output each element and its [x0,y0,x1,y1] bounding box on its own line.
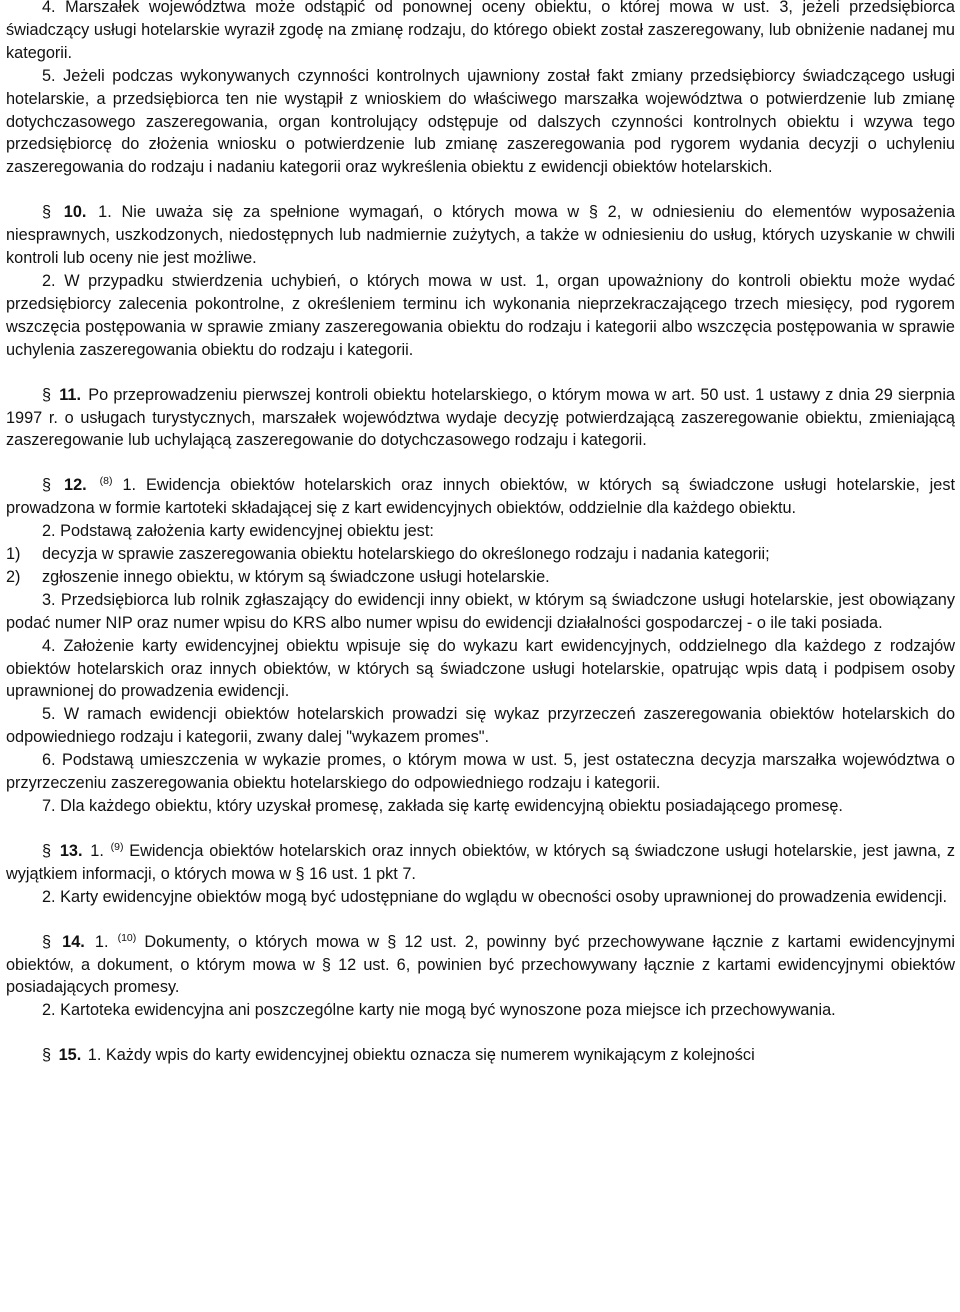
section-13-para-1 [6,840,955,886]
section-15-para-1 [6,1044,955,1067]
section-12-number: 12. [64,476,87,495]
section-12-para-4: 4. Założenie karty ewidencyjnej obiektu wpisuje się do wykazu kart ewidencyjnych, oddzielnego dla każdego z rodzajów obiektów hotelarskich oraz innych obiektów, w których są świadczone usługi hotelarskie, opatrując wpis datą i podpisem osoby uprawnionej do prowadzenia ewidencji. [6,636,955,701]
list-item-text: zgłoszenie innego obiektu, w którym są świadczone usługi hotelarskie. [42,567,550,586]
section-sign: § [42,203,52,222]
section-sign: § [42,385,52,404]
section-10-heading [42,203,86,221]
footnote-ref-10: (10) [117,931,137,944]
section-12-heading [42,476,87,494]
section-14-heading [42,933,85,951]
section-11-text-1: Po przeprowadzeniu pierwszej kontroli obiektu hotelarskiego, o którym mowa w art. 50 ust. 1 ustawy z dnia 29 sierpnia 1997 r. o usługach turystycznych, marszałek województwa wydaje decyzję potwierdzającą zaszeregowanie obiektu, zmieniającą zaszeregowanie lub uchylającą zaszeregowanie do dotychczasowego rodzaju i kategorii. [6,385,955,450]
section-15-text-1: 1. Każdy wpis do karty ewidencyjnej obiektu oznacza się numerem wynikającym z kolejności [87,1046,755,1065]
section-12-para-3: 3. Przedsiębiorca lub rolnik zgłaszający do ewidencji inny obiekt, w którym są świadczone usługi hotelarskie, jest obowiązany podać numer NIP oraz numer wpisu do KRS albo numer wpisu do ewidencji działalności gospodarczej - o ile taki posiada. [6,590,955,632]
list-item [6,543,955,566]
section-13-para-2: 2. Karty ewidencyjne obiektów mogą być udostępniane do wglądu w obecności osoby uprawnionej do prowadzenia ewidencji. [42,887,948,906]
section-12-para-6: 6. Podstawą umieszczenia w wykazie promes, o którym mowa w ust. 5, jest ostateczna decyzja marszałka województwa o przyrzeczeniu zaszeregowania obiektu hotelarskiego do odpowiedniego rodzaju i kategorii. [6,751,955,793]
section-15-number: 15. [58,1046,82,1065]
section-12-text-1: 1. Ewidencja obiektów hotelarskich oraz innych obiektów, w których są świadczone usługi hotelarskie, jest prowadzona w formie kartoteki składającej się z kart ewidencyjnych obiektów, oddzielnie dla każdego obiektu. [6,476,956,518]
section-15-heading [42,1046,81,1064]
paragraph-5: 5. Jeżeli podczas wykonywanych czynności kontrolnych ujawniony został fakt zmiany przedsiębiorcy świadczącego usługi hotelarskie, a przedsiębiorca ten nie wystąpił z wnioskiem do właściwego marszałka województwa o potwierdzenie lub zmianę dotychczasowego zaszeregowania, organ kontrolujący odstępuje od dalszych czynności kontrolnych obiektu i wzywa tego przedsiębiorcę do złożenia wniosku o potwierdzenie lub zmianę zaszeregowania pod rygorem wydania decyzji o uchyleniu zaszeregowania do rodzaju i nadaniu kategorii oraz wykreślenia obiektu z ewidencji obiektów hotelarskich. [6,66,955,177]
section-14-para-2: 2. Kartoteka ewidencyjna ani poszczególne karty nie mogą być wynoszone poza miejsce ich przechowywania. [42,1001,836,1020]
section-sign: § [42,841,52,860]
section-10-para-2: 2. W przypadku stwierdzenia uchybień, o których mowa w ust. 1, organ upoważniony do kontroli obiektu może wydać przedsiębiorcy zalecenia pokontrolne, z określeniem terminu ich wykonania nieprzekraczającego trzech miesięcy, pod rygorem wszczęcia postępowania w sprawie zmiany zaszeregowania obiektu do rodzaju i kategorii albo wszczęcia postępowania w sprawie uchylenia zaszeregowania obiektu do rodzaju i kategorii. [6,271,955,359]
section-13-item-number: 1. [90,841,104,860]
list-item [6,566,955,589]
section-14-para-1 [6,931,955,1000]
section-12-para-1 [6,474,955,520]
section-13-number: 13. [59,841,83,860]
section-10-text-1: 1. Nie uważa się za spełnione wymagań, o których mowa w § 2, w odniesieniu do elementów wyposażenia niesprawnych, uszkodzonych, niedostępnych lub nadmiernie zużytych, a także w odniesieniu do usług, których uzyskanie w chwili kontroli lub oceny nie jest możliwe. [6,203,955,268]
section-10-para-1 [6,201,955,270]
section-13-heading [42,842,82,860]
section-12-para-5: 5. W ramach ewidencji obiektów hotelarskich prowadzi się wykaz przyrzeczeń zaszeregowania obiektów hotelarskich do odpowiedniego rodzaju i kategorii, zwany dalej "wykazem promes". [6,705,955,747]
footnote-ref-8: (8) [99,475,113,488]
paragraph-4: 4. Marszałek województwa może odstąpić od ponownej oceny obiektu, o której mowa w ust. 3, jeżeli przedsiębiorca świadczący usługi hotelarskie wyraził zgodę na zmianę rodzaju, do którego obiekt został zaszeregowany, lub obniżenie nadanej mu kategorii. [6,0,955,62]
section-14-text-1: Dokumenty, o których mowa w § 12 ust. 2, powinny być przechowywane łącznie z kartami ewidencyjnymi obiektów, a dokument, o którym mowa w § 12 ust. 6, powinien być przechowywany łącznie z kartami ewidencyjnymi obiektów posiadających promesy. [6,932,955,997]
list-item-text: decyzja w sprawie zaszeregowania obiektu hotelarskiego do określonego rodzaju i nadania kategorii; [42,545,770,564]
section-10-number: 10. [63,203,87,222]
section-11-heading [42,386,81,404]
section-sign: § [42,1046,52,1065]
section-13-text-1: Ewidencja obiektów hotelarskich oraz innych obiektów, w których są świadczone usługi hotelarskie, jest jawna, z wyjątkiem informacji, o których mowa w § 16 ust. 1 pkt 7. [6,841,955,883]
section-14-number: 14. [62,932,85,951]
list-item-number: 1) [6,545,21,564]
section-12-para-2: 2. Podstawą założenia karty ewidencyjnej obiektu jest: [42,522,434,541]
footnote-ref-9: (9) [110,840,124,853]
section-11-para-1 [6,384,955,453]
section-11-number: 11. [59,385,82,404]
section-12-para-7: 7. Dla każdego obiektu, który uzyskał promesę, zakłada się kartę ewidencyjną obiektu posiadającego promesę. [42,797,843,815]
section-sign: § [42,476,52,495]
list-item-number: 2) [6,567,21,586]
section-14-item-number: 1. [94,932,109,951]
section-sign: § [42,932,52,951]
